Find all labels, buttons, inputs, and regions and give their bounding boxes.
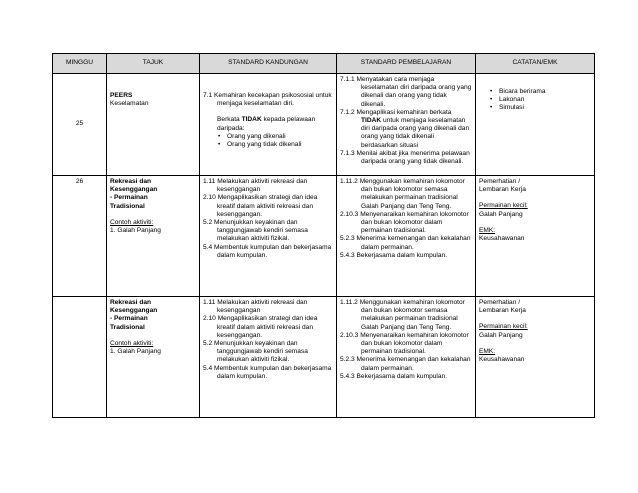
sk-bullet-list	[203, 133, 333, 149]
contoh-label: Contoh aktiviti:	[110, 218, 154, 226]
emk-item: Keusahawanan	[479, 235, 525, 243]
week-number: 25	[75, 120, 84, 128]
sk-item: 2.10 Mengaplikasikan strategi dan idea kreatif dalam aktiviti rekreasi dan kesenggangan.	[203, 315, 318, 339]
catatan-cell	[476, 176, 595, 297]
tajuk-line: Tradisional	[110, 202, 145, 210]
sk-item: 5.4 Membentuk kumpulan dan bekerjasama dalam kumpulan.	[203, 364, 332, 380]
sk-item: 1.11 Melakukan aktiviti rekreasi dan kesenggangan	[203, 299, 308, 315]
tajuk-cell	[107, 297, 200, 418]
tajuk-title: PEERS	[110, 92, 133, 99]
sp-item: 1.11.2 Menggunakan kemahiran lokomotor dan bukan lokomotor semasa melakukan permainan tradisional Galah Panjang dan Teng Teng.	[340, 178, 465, 210]
sp-item: 2.10.3 Menyenaraikan kemahiran lokomotor dan bukan lokomotor dalam permainan tradisional.	[340, 331, 469, 356]
sp-item: 7.1.1 Menyatakan cara menjaga keselamatan diri daripada orang yang dikenali dan orang yang tidak dikenali.	[340, 76, 472, 108]
catatan-cell	[476, 297, 595, 418]
emk-item: Keusahawanan	[479, 356, 525, 364]
list-item: • Orang yang dikenali	[227, 133, 333, 141]
week-cell	[53, 74, 107, 176]
tajuk-line: Kesenggangan	[110, 307, 158, 315]
standard-kandungan-cell	[200, 297, 337, 418]
sp-item: 7.1.3 Menilai akibat jika menerima pelawaan daripada orang yang tidak dikenali.	[340, 149, 470, 166]
sp-item: 5.4.3 Bekerjasama dalam kumpulan.	[340, 372, 448, 380]
sk-note: Berkata TIDAK kepada pelawaan daripada:	[217, 116, 316, 132]
tajuk-line: Tradisional	[110, 323, 145, 331]
list-item: • Bicara berirama	[499, 88, 591, 96]
contoh-item: 1. Galah Panjang	[110, 227, 161, 235]
emk-label: EMK:	[479, 347, 496, 355]
tajuk-line: - Permainan	[110, 315, 148, 323]
sk-item: 1.11 Melakukan aktiviti rekreasi dan kesenggangan	[203, 178, 308, 194]
sp-item: 5.4.3 Bekerjasama dalam kumpulan.	[340, 251, 448, 259]
table-row	[53, 74, 595, 176]
tajuk-line: Rekreasi dan	[110, 178, 152, 185]
tajuk-line: Rekreasi dan	[110, 299, 152, 306]
catatan-cell	[476, 74, 595, 176]
tajuk-line: - Permainan	[110, 194, 148, 202]
header-catatan: CATATAN/EMK	[476, 54, 595, 74]
header-standard-pembelajaran: STANDARD PEMBELAJARAN	[337, 54, 476, 74]
emk-label: EMK:	[479, 226, 496, 234]
sk-item: 5.4 Membentuk kumpulan dan bekerjasama dalam kumpulan.	[203, 243, 332, 259]
week-cell	[53, 297, 107, 418]
standard-pembelajaran-cell	[337, 176, 476, 297]
catatan-line: Pemerhatian /	[479, 299, 521, 306]
sk-item: 2.10 Mengaplikasikan strategi dan idea kreatif dalam aktiviti rekreasi dan kesenggangan.	[203, 194, 318, 218]
permainan-kecil-label: Permainan kecil:	[479, 323, 528, 331]
catatan-line: Lembaran Kerja	[479, 186, 526, 194]
tajuk-cell	[107, 74, 200, 176]
tajuk-subtitle: Keselamatan	[110, 100, 149, 108]
list-item: • Simulasi	[499, 104, 591, 112]
permainan-kecil-item: Galah Panjang	[479, 210, 523, 218]
list-item: • Orang yang tidak dikenali	[227, 141, 333, 149]
tajuk-line: Kesenggangan	[110, 186, 158, 194]
catatan-line: Lembaran Kerja	[479, 307, 526, 315]
standard-kandungan-cell	[200, 176, 337, 297]
contoh-label: Contoh aktiviti:	[110, 339, 154, 347]
catatan-list	[479, 88, 591, 113]
sk-item: 5.2 Menunjukkan keyakinan dan tanggungjawab kendiri semasa melakukan aktiviti fizikal.	[203, 219, 308, 243]
standard-pembelajaran-cell	[337, 74, 476, 176]
tajuk-cell	[107, 176, 200, 297]
sp-item: 1.11.2 Menggunakan kemahiran lokomotor dan bukan lokomotor semasa melakukan permainan tradisional Galah Panjang dan Teng Teng.	[340, 299, 465, 331]
sp-item: 5.2.3 Menerima kemenangan dan kekalahan dalam permainan.	[340, 235, 471, 251]
contoh-item: 1. Galah Panjang	[110, 348, 161, 356]
week-cell	[53, 176, 107, 297]
sp-item: 2.10.3 Menyenaraikan kemahiran lokomotor dan bukan lokomotor dalam permainan tradisional.	[340, 210, 469, 235]
permainan-kecil-label: Permainan kecil:	[479, 202, 528, 210]
lesson-plan-table	[52, 53, 595, 418]
header-row	[53, 54, 595, 74]
list-item: • Lakonan	[499, 96, 591, 104]
standard-kandungan-cell	[200, 74, 337, 176]
permainan-kecil-item: Galah Panjang	[479, 331, 523, 339]
header-minggu: MINGGU	[53, 54, 107, 74]
table-row	[53, 297, 595, 418]
sp-item: 7.1.2 Mengaplikasi kemahiran berkata TIDAK untuk menjaga keselamatan diri daripada orang yang dikenali dan orang yang tidak dikenali berdasarkan situasi	[340, 108, 470, 149]
sk-item: 7.1 Kemahiran kecekapan psikososial untuk menjaga keselamatan diri.	[203, 92, 332, 108]
sk-item: 5.2 Menunjukkan keyakinan dan tanggungjawab kendiri semasa melakukan aktiviti fizikal.	[203, 340, 308, 364]
week-number: 26	[75, 178, 84, 185]
standard-pembelajaran-cell	[337, 297, 476, 418]
table-row	[53, 176, 595, 297]
header-tajuk: TAJUK	[107, 54, 200, 74]
sp-item: 5.2.3 Menerima kemenangan dan kekalahan dalam permainan.	[340, 356, 471, 372]
header-standard-kandungan: STANDARD KANDUNGAN	[200, 54, 337, 74]
catatan-line: Pemerhatian /	[479, 178, 521, 185]
